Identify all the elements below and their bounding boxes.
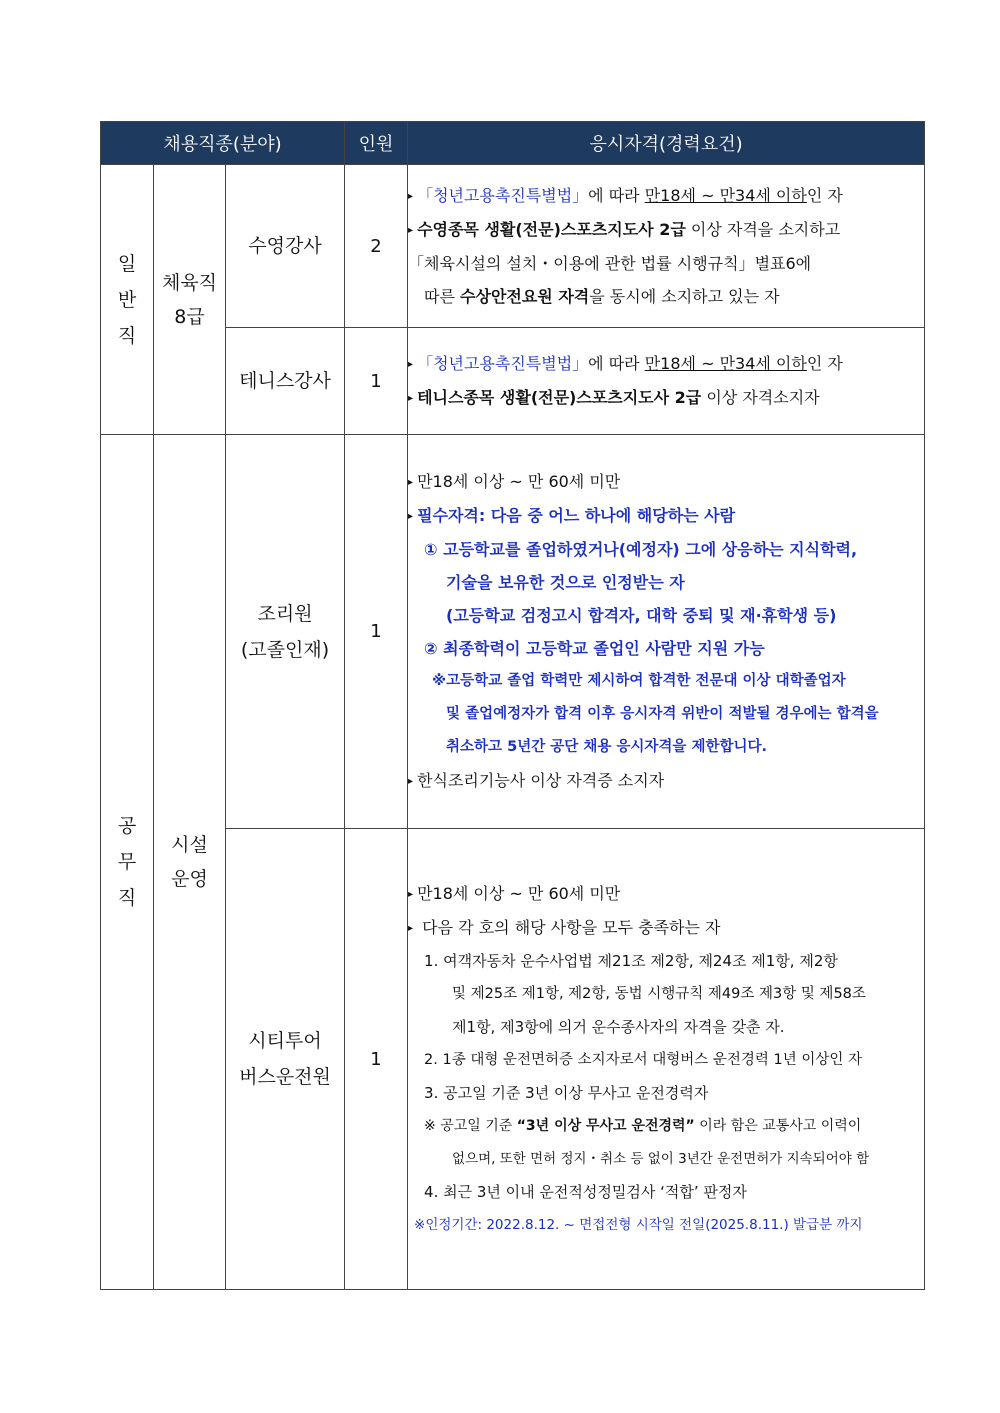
count-tennis: 1 [345, 328, 408, 435]
job-swim-instructor: 수영강사 [226, 165, 345, 328]
subcategory-sports: 체육직 8급 [154, 165, 226, 435]
job-cook: 조리원 (고졸인재) [226, 435, 345, 829]
count-swim: 2 [345, 165, 408, 328]
qualification-bus-driver: ▸ 만18세 이상 ~ 만 60세 미만 ▸ 다음 각 호의 해당 사항을 모두 충족하는 자 1. 여객자동차 운수사업법 제21조 제2항, 제24조 제1항, 제2항 및 제25조 제1항, 제2항, 동법 시행규칙 제49조 제3항 및 제58조 제1항, 제3항에 의거 운수종사자의 자격을 갖춘 자. 2. 1종 대형 운전면허증 소지자로서 대형버스 운전경력 1년 이상인 자 3. 공고일 기준 3년 이상 무사고 운전경력자 ※ 공고일 기준 “3년 이상 무사고 운전경력” 이라 함은 교통사고 이력이 없으며, 또한 면허 정지・취소 등 없이 3년간 운전면허가 지속되어야 함 4. 최근 3년 이내 운전적성정밀검사 ‘적합’ 판정자 ※인정기간: 2022.8.12. ~ 면접전형 시작일 전일(2025.8.11.) 발급분 까지 [408, 829, 925, 1290]
qualification-tennis: ▸ 「청년고용촉진특별법」에 따라 만18세 ~ 만34세 이하인 자 ▸ 테니스종목 생활(전문)스포츠지도사 2급 이상 자격소지자 [408, 328, 925, 435]
subcategory-facility: 시설 운영 [154, 435, 226, 1290]
table-row [101, 435, 925, 829]
triangle-bullet-icon: ▸ [408, 922, 414, 934]
count-cook: 1 [345, 435, 408, 829]
header-count: 인원 [345, 122, 408, 165]
job-tennis-instructor: 테니스강사 [226, 328, 345, 435]
triangle-bullet-icon: ▸ [408, 776, 414, 787]
table-header-row [101, 122, 925, 165]
header-job: 채용직종(분야) [101, 122, 345, 165]
triangle-bullet-icon: ▸ [408, 225, 414, 236]
triangle-bullet-icon: ▸ [408, 393, 414, 404]
qualification-cook: ▸ 만18세 이상 ~ 만 60세 미만 ▸ 필수자격: 다음 중 어느 하나에 해당하는 사람 ① 고등학교를 졸업하였거나(예정자) 그에 상응하는 지식학력, 기술을 보유한 것으로 인정받는 자 (고등학교 검정고시 합격자, 대학 중퇴 및 재·휴학생 등) ② 최종학력이 고등학교 졸업인 사람만 지원 가능 ※고등학교 졸업 학력만 제시하여 합격한 전문대 이상 대학졸업자 및 졸업예정자가 합격 이후 응시자격 위반이 적발될 경우에는 합격을 취소하고 5년간 공단 채용 응시자격을 제한합니다. ▸ 한식조리기능사 이상 자격증 소지자 [408, 435, 925, 829]
header-qualification: 응시자격(경력요건) [408, 122, 925, 165]
recruitment-table [100, 121, 925, 1290]
triangle-bullet-icon: ▸ [408, 191, 414, 202]
triangle-bullet-icon: ▸ [408, 359, 414, 370]
job-bus-driver: 시티투어 버스운전원 [226, 829, 345, 1290]
qualification-swim: ▸ 「청년고용촉진특별법」에 따라 만18세 ~ 만34세 이하인 자 ▸ 수영종목 생활(전문)스포츠지도사 2급 이상 자격을 소지하고 「체육시설의 설치・이용에 관한 법률 시행규칙」별표6에 따른 수상안전요원 자격을 동시에 소지하고 있는 자 [408, 165, 925, 328]
triangle-bullet-icon: ▸ [408, 888, 414, 900]
category-general: 일 반 직 [101, 165, 154, 435]
triangle-bullet-icon: ▸ [408, 511, 414, 522]
table-row [101, 165, 925, 328]
category-public-service: 공 무 직 [101, 435, 154, 1290]
triangle-bullet-icon: ▸ [408, 477, 414, 488]
count-bus-driver: 1 [345, 829, 408, 1290]
